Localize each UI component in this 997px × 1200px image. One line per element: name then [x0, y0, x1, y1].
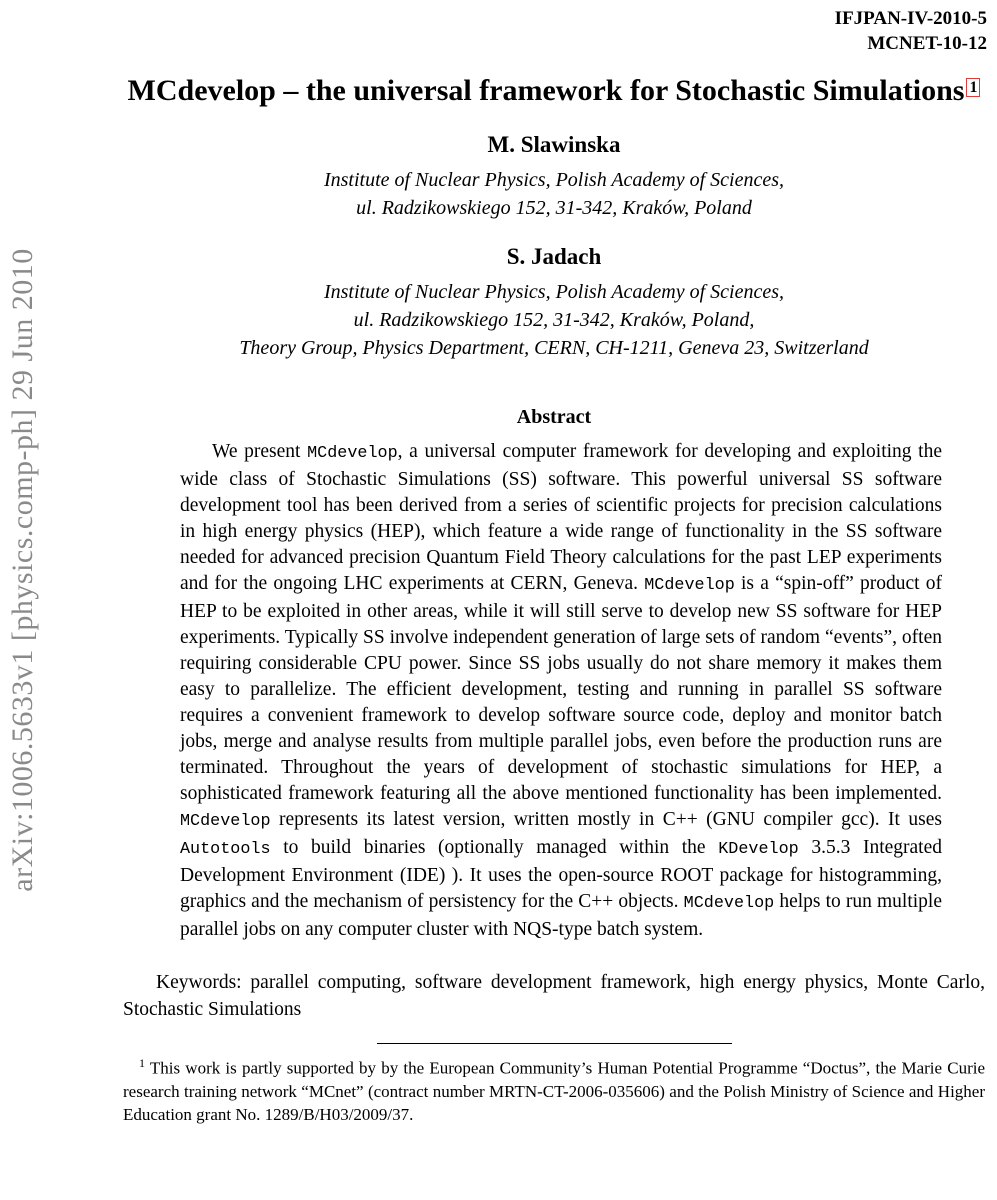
author-name: M. Slawinska [487, 132, 621, 157]
code-term: KDevelop [718, 840, 799, 859]
code-term: MCdevelop [307, 444, 398, 463]
affiliation-line: ul. Radzikowskiego 152, 31-342, Kraków, Poland, [353, 309, 755, 331]
affiliation-line: Institute of Nuclear Physics, Polish Academy of Sciences, [323, 169, 785, 191]
author-name: S. Jadach [506, 244, 602, 269]
text-segment: , a universal computer framework for developing and exploiting the wide class of Stochastic Simulations (SS) software. This powerful universal SS software development tool has been derived from a series of scientific projects for precision calculations in high energy physics (HEP), which feature a wide range of functionality in the SS software needed for advanced precision Quantum Field Theory calculations for the past LEP experiments and for the ongoing LHC experiments at CERN, Geneva. [180, 441, 943, 594]
code-term: MCdevelop [180, 812, 271, 831]
paper-title [123, 72, 985, 110]
footnote-divider [377, 1043, 732, 1044]
affiliation-line: Institute of Nuclear Physics, Polish Academy of Sciences, [323, 281, 785, 303]
affiliation-line: Theory Group, Physics Department, CERN, CH-1211, Geneva 23, Switzerland [239, 337, 869, 359]
footnote-body: This work is partly supported by by the European Community’s Human Potential Programme “Doctus”, the Marie Curie research training network “MCnet” (contract number MRTN-CT-2006-035606) and the Polish Ministry of Science and Higher Education grant No. 1289/B/H03/2009/37. [123, 1058, 985, 1125]
abstract-heading: Abstract [516, 406, 592, 428]
code-term: MCdevelop [683, 894, 775, 913]
text-segment: We present [212, 441, 308, 462]
code-term: Autotools [180, 840, 271, 859]
text-segment: helps to run multiple parallel jobs on any computer cluster with NQS-type batch system. [180, 891, 942, 940]
text-segment: is a “spin-off” product of HEP to be exploited in other areas, while it will still serve to develop new SS software for HEP experiments. Typically SS involve independent generation of large sets of random “events”, often requiring considerable CPU power. Since SS jobs usually do not share memory it makes them easy to parallelize. The efficient development, testing and running in parallel SS software requires a convenient framework to develop software source code, deploy and monitor batch jobs, merge and analyse results from multiple parallel jobs, even before the production runs are terminated. Throughout the years of development of stochastic simulations for HEP, a sophisticated framework featuring all the above mentioned functionality has been implemented. [180, 573, 943, 804]
report-id-line: MCNET-10-12 [867, 33, 987, 54]
abstract-text [123, 439, 985, 943]
arxiv-sidebar-stamp: arXiv:1006.5633v1 [physics.comp-ph] 29 Jun 2010 [6, 248, 39, 892]
affiliation-line: ul. Radzikowskiego 152, 31-342, Kraków, Poland [356, 197, 752, 219]
footnote-marker: 1 [139, 1055, 145, 1070]
text-segment: to build binaries (optionally managed within the [270, 837, 719, 858]
text-segment: 3.5.3 Integrated Development Environment (IDE) ). It uses the open-source ROOT package for histogramming, graphics and the mechanism of persistency for the C++ objects. [180, 837, 943, 912]
keywords-line: Keywords: parallel computing, software development framework, high energy physics, Monte Carlo, Stochastic Simulations [123, 972, 985, 1020]
title-footnote-link[interactable]: 1 [966, 78, 980, 97]
report-id-line: IFJPAN-IV-2010-5 [834, 8, 987, 29]
code-term: MCdevelop [644, 576, 735, 595]
author-affiliation [123, 166, 985, 222]
paper-title-text: MCdevelop – the universal framework for Stochastic Simulations [127, 74, 965, 107]
footnote-text [123, 1052, 985, 1127]
paper-body [123, 0, 985, 1144]
text-segment: represents its latest version, written mostly in C++ (GNU compiler gcc). It uses [270, 809, 942, 830]
author-affiliation [123, 278, 985, 362]
